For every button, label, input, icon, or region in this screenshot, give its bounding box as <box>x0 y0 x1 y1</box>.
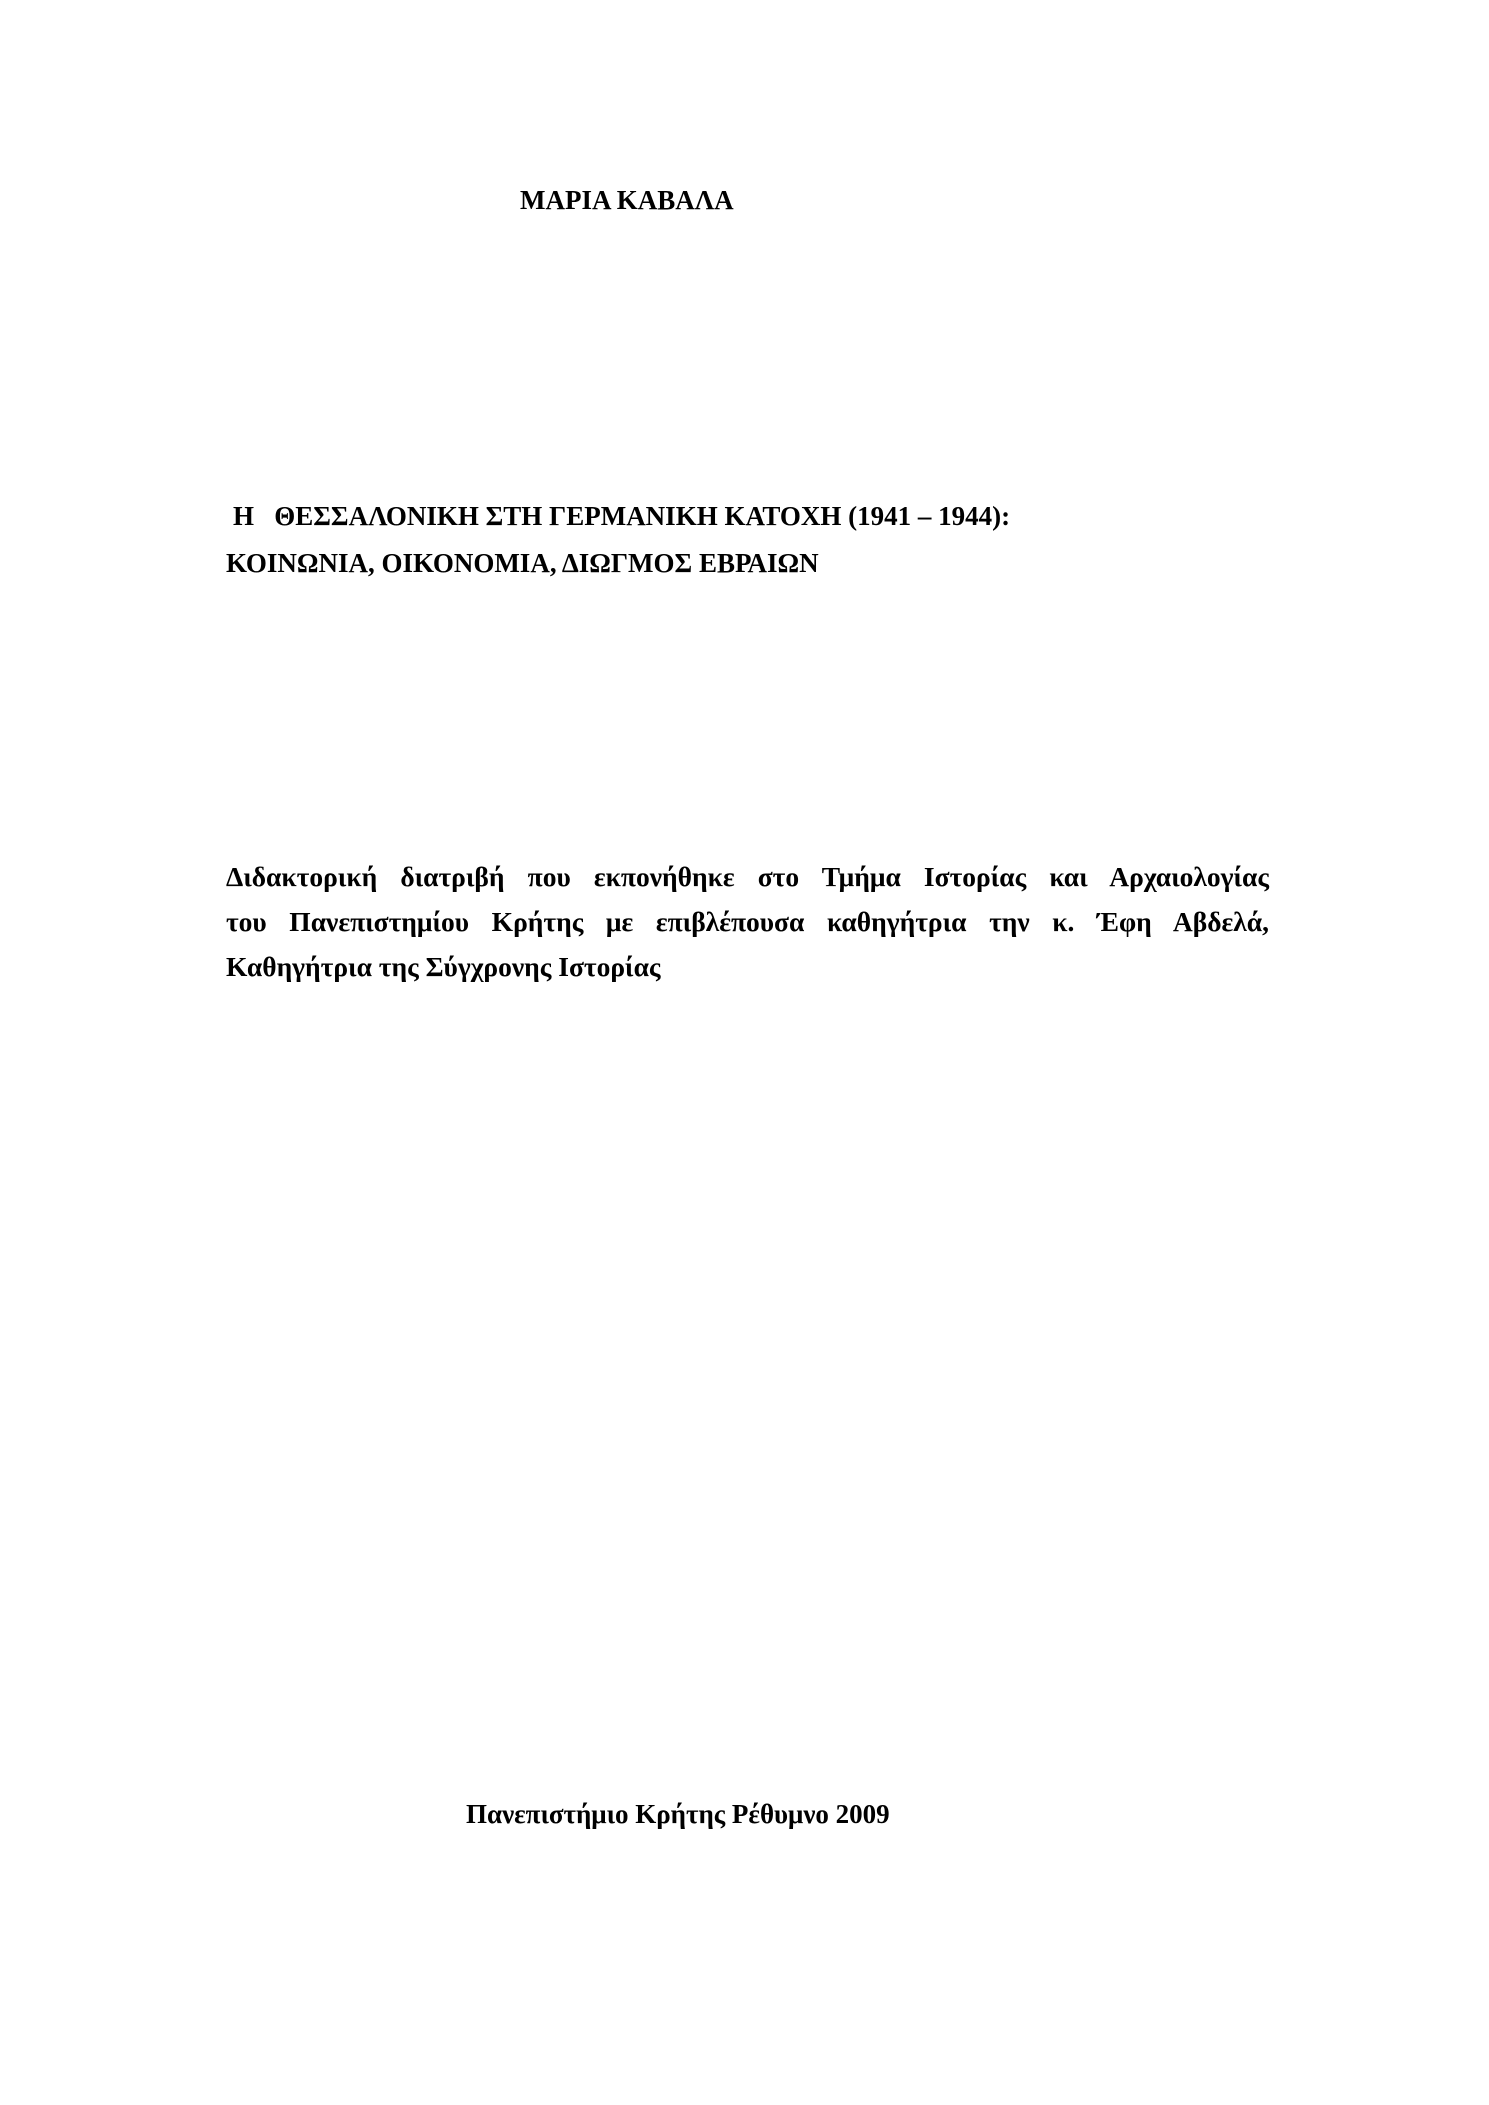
dissertation-statement <box>226 854 1269 989</box>
university-place-year: Πανεπιστήμιο Κρήτης Ρέθυμνο 2009 <box>466 1799 890 1829</box>
dissertation-line-1: Διδακτορική διατριβή που εκπονήθηκε στο Τμήμα Ιστορίας και Αρχαιολογίας <box>226 861 1269 892</box>
thesis-title-line-2: ΚΟΙΝΩΝΙΑ, ΟΙΚΟΝΟΜΙΑ, ΔΙΩΓΜΟΣ ΕΒΡΑΙΩΝ <box>226 548 819 578</box>
author-name: ΜΑΡΙΑ ΚΑΒΑΛΑ <box>520 185 734 215</box>
thesis-title-line-1: Η ΘΕΣΣΑΛΟΝΙΚΗ ΣΤΗ ΓΕΡΜΑΝΙΚΗ ΚΑΤΟΧΗ (1941 – 1944): <box>233 501 1011 531</box>
dissertation-line-2: του Πανεπιστημίου Κρήτης με επιβλέπουσα καθηγήτρια την κ. Έφη Αβδελά, <box>226 906 1269 937</box>
dissertation-line-3: Καθηγήτρια της Σύγχρονης Ιστορίας <box>226 951 661 982</box>
